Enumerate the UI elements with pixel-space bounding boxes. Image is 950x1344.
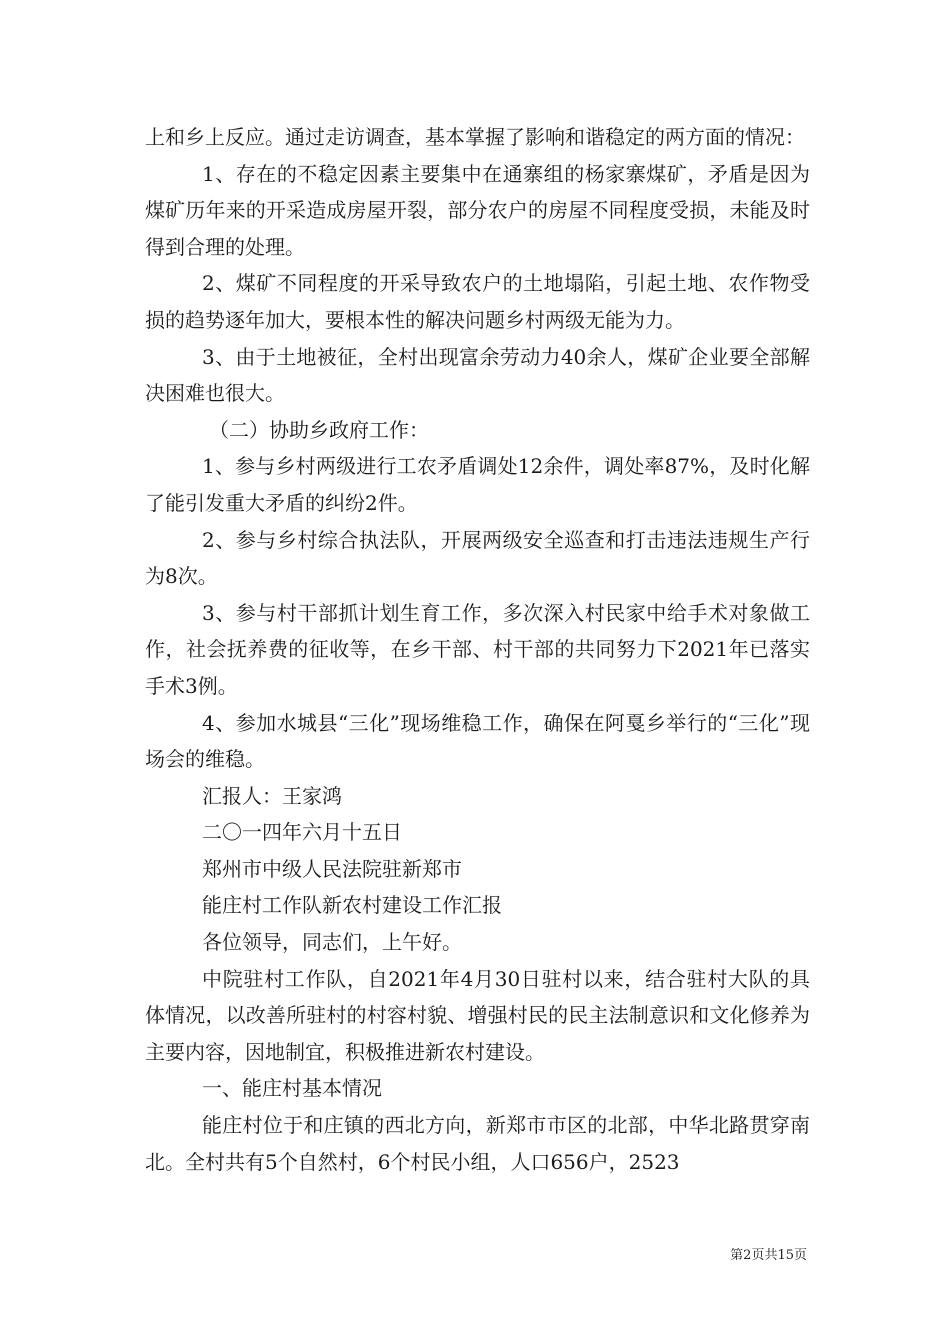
- paragraph: 2、煤矿不同程度的开采导致农户的土地塌陷，引起土地、农作物受损的趋势逐年加大，要根本性的解决问题乡村两级无能为力。: [145, 271, 810, 332]
- greeting-line: 各位领导，同志们，上午好。: [202, 930, 462, 955]
- paragraph: 能庄村位于和庄镇的西北方向，新郑市市区的北部，中华北路贯穿南北。全村共有5个自然村，6个村民小组，人口656户，2523: [145, 1113, 810, 1174]
- section-heading: 一、能庄村基本情况: [202, 1076, 382, 1101]
- reporter-line: 汇报人：王家鸿: [202, 783, 342, 808]
- document-body: [145, 119, 810, 1180]
- paragraph: 1、存在的不稳定因素主要集中在通寨组的杨家寨煤矿，矛盾是因为煤矿历年来的开采造成房屋开裂，部分农户的房屋不同程度受损，未能及时得到合理的处理。: [145, 161, 810, 259]
- date-line: 二〇一四年六月十五日: [202, 820, 402, 845]
- paragraph: 4、参加水城县“三化”现场维稳工作，确保在阿戛乡举行的“三化”现场会的维稳。: [145, 710, 810, 772]
- report-title-line: 能庄村工作队新农村建设工作汇报: [202, 893, 502, 918]
- paragraph: 上和乡上反应。通过走访调查，基本掌握了影响和谐稳定的两方面的情况：: [145, 125, 805, 149]
- report-org-line: 郑州市中级人民法院驻新郑市: [202, 856, 462, 881]
- section-heading: （二）协助乡政府工作：: [209, 417, 429, 442]
- paragraph: 1、参与乡村两级进行工农矛盾调处12余件，调处率87%，及时化解了能引发重大矛盾的纠纷2件。: [145, 454, 810, 515]
- page-number: 第2页共15页: [730, 1248, 807, 1263]
- paragraph: 3、由于土地被征，全村出现富余劳动力40余人，煤矿企业要全部解决困难也很大。: [145, 344, 810, 406]
- paragraph: 中院驻村工作队，自2021年4月30日驻村以来，结合驻村大队的具体情况，以改善所驻村的村容村貌、增强村民的民主法制意识和文化修养为主要内容，因地制宜，积极推进新农村建设。: [145, 966, 810, 1064]
- paragraph: 3、参与村干部抓计划生育工作，多次深入村民家中给手术对象做工作，社会抚养费的征收等，在乡干部、村干部的共同努力下2021年已落实手术3例。: [145, 600, 810, 698]
- paragraph: 2、参与乡村综合执法队，开展两级安全巡查和打击违法违规生产行为8次。: [145, 527, 810, 589]
